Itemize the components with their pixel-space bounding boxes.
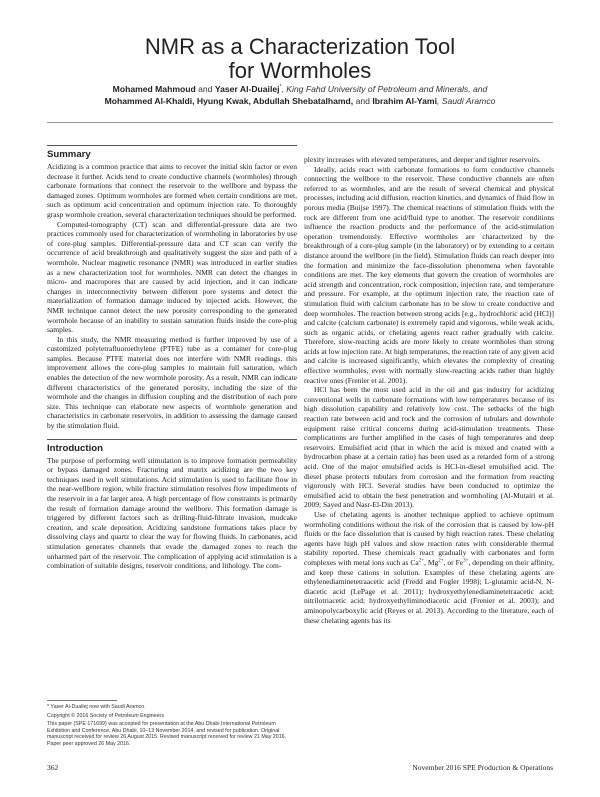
author-affiliation: , King Fahd University of Petroleum and Minerals, and [281,84,488,94]
superscript-charge: 2+ [438,558,444,564]
summary-paragraph: Computed-tomography (CT) scan and differential-pressure data are two practices commonly used for characterization of wormholing in laboratories by use of core-plug samples. Differential-pressure data and CT scan can verify the occurrence of acid breakthrough and qualitatively suggest the size and path of a wormhole. Nuclear magnetic resonance (NMR) was introduced in earlier studies as a new characterization tool for wormholes. NMR can detect the changes in micro- and macropores that are caused by acid injection, and it can indicate changes in interconnectivity between different pore systems and detect the materialization of formation damage induced by injected acids. However, the NMR technique cannot detect the new porosity corresponding to the generated wormhole because of an inability to sustain saturation fluids inside the core-plug samples. [47,219,297,335]
text-run: , or Fe [443,557,464,567]
footnote-copyright: Copyright © 2016 Society of Petroleum Engineers [47,712,164,719]
author-block [20,83,580,107]
introduction-paragraph: The purpose of performing well stimulation is to improve formation permeability or bypass damaged zones. Fracturing and matrix acidizing are the two key techniques used in well stimulations. Acid stimulation is used to facilitate flow in the near-wellbore region, while fracture stimulation resolves flow impediments of the reservoir in a far larger area. A high percentage of flow constraints is primarily the result of formation damage around the wellbore. This formation damage is triggered by different factors such as drilling-fluid-filtrate invasion, mudcake creation, and scale deposition. Acidizing sandstone formations takes place by dissolving clays and quartz to clear the way for flowing fluids. In carbonates, acid stimulation generates channels that evade the damaged zones to reach the unharmed part of the reservoir. The complication of applying acid stimulation is a combination of suitable designs, reservoir conditions, and lithology. The com- [47,455,297,571]
author-line-2 [20,95,580,107]
author-affiliation: , Saudi Aramco [436,96,496,106]
author-name: Mohamed Mahmoud [112,84,196,94]
author-name: Ibrahim Al-Yami [372,96,437,106]
superscript-charge: 3+ [463,558,469,564]
introduction-heading: Introduction [47,439,297,455]
footnote-divider [47,700,117,701]
superscript-charge: 2+ [418,558,424,564]
summary-paragraph: Acidizing is a common practice that aims to recover the initial skin factor or even decrease it further. Acids tend to create conductive channels (wormholes) through carbonate formations that connect the reservoir to the wellbore and bypass the damaged zones. Optimum wormholes are formed when certain conditions are met, such as optimum acid concentration and optimum injection rate. To thoroughly grasp wormhole creation, several characterization techniques should be performed. [47,162,297,219]
title-divider [47,122,553,123]
paper-title [0,35,600,83]
title-line-1: NMR as a Characterization Tool [144,33,456,59]
right-column [304,155,554,625]
footnote-affiliation: * Yaser Al-Duailej now with Saudi Aramco. [47,704,146,710]
text-run: , depending on their affinity, and keep these cations in solution. Examples of these chelating agents are ethylenediaminetetraacetic acid (Fredd and Fogler 1998); L-glutamic acid-N, N-diacetic acid (LePage et al. 2011); hydroxyethylenediaminetetraacetic acid; nitrilotriacetic acid; hydroxyethyliminodiacetic acid (Frenier et al. 2003); and aminopolycarboxylic acid (Reyes et al. 2013). According to the literature, each of these chelating agents has its [304,557,554,625]
journal-footer: November 2016 SPE Production & Operations [412,763,553,772]
title-line-2: for Wormholes [228,57,372,83]
text-run: Use of chelating agents is another technique applied to achieve optimum wormholing conditions without the risk of the corrosion that is caused by low-pH fluids or the face dissolution that is caused by high reaction rates. These chelating agents have high pH values and slow reaction rates with considerable thermal stability reported. These chemicals react gradually with carbonates and form complexes with metal ions such as Ca [304,509,554,567]
summary-heading: Summary [47,145,297,161]
author-name: Mohammed Al-Khaldi, Hyung Kwak, Abdullah Shebatalhamd, [104,96,354,106]
body-paragraph [304,510,554,625]
summary-paragraph: In this study, the NMR measuring method is further improved by use of a customized polytetrafluoroethylene (PTFE) tube as a container for core-plug samples. Because PTFE material does not interfere with NMR readings, this improvement allows the core-plug samples to maintain full saturation, which enables the detection of the new wormhole porosity. As a result, NMR can indicate different characteristics of the generated porosity, including the size of the wormhole and the changes in diffusion coupling and the distribution of each pore size. This technique can elaborate new aspects of wormhole generation and characteristics in carbonate reservoirs, in addition to assessing the damage caused by the stimulation fluid. [47,334,297,431]
text-run: , Mg [423,557,439,567]
author-conjunction: and [195,84,215,94]
body-paragraph: plexity increases with elevated temperatures, and deeper and tighter reservoirs. [304,155,541,164]
author-line-1 [20,83,580,95]
page-number: 362 [47,763,59,772]
author-conjunction: and [353,96,373,106]
footnote-publication-history: This paper (SPE 171699) was accepted for presentation at the Abu Dhabi International Petroleum Exhibition and Conference, Abu Dhabi, 10–13 November 2014, and revised for publication. Original manuscript received for review 26 August 2015. Revised manuscript received for review 21 May 2016. Paper peer approved 26 May 2016. [47,721,287,747]
author-name: Yaser Al-Duailej [214,84,280,94]
left-column [47,145,297,571]
footnotes [47,700,297,750]
body-paragraph: HCl has been the most used acid in the oil and gas industry for acidizing conventional wells in carbonate formations with low temperatures because of its high dissolution capability and relatively low cost. The setbacks of the high reaction rate between acid and rock and the corrosion of tubulars and downhole equipment raise critical concerns during acid-stimulation treatments. These complications are further amplified in the cases of high temperatures and deep reservoirs. Emulsified acid (that in which the acid is mixed and coated with a hydrocarbon phase at a certain ratio) has been used as a retarded form of a strong acid. One of the major emulsified acids is HCl-in-diesel emulsified acid. The diesel phase protects tubulars from corrosion and the formation from reacting vigorously with HCl. Several studies have been conducted to optimize the emulsified acid to obtain the best penetration and wormholing (Al-Mutairi et al. 2009; Sayed and Nasr-El-Din 2013). [304,385,554,510]
author-footnote-marker: * [279,84,282,91]
body-paragraph: Ideally, acids react with carbonate formations to form conductive channels connecting the wellbore to the reservoir. These conductive channels are often referred to as wormholes, and are the result of several chemical and physical processes, including acid diffusion, reaction kinetics, and dynamics of fluid flow in porous media (Buijse 1997). The chemical reactions of stimulation fluids with the rock are different from one acid/fluid type to another. The reservoir conditions influence the reaction products and the performance of the acid-stimulation operation tremendously. Effective wormholes are characterized by the breakthrough of a core-plug sample (in the laboratory) or by extending to a certain distance around the wellbore (in the field). Stimulation fluids can reach deeper into the formation and minimize the face-dissolution phenomena when favorable conditions are met. The key elements that govern the creation of wormholes are acid strength and concentration, rock composition, injection rate, and temperature and pressure. For example, at the optimum injection rate, the reaction rate of stimulation fluid with calcium carbonate has to be slow to create conductive and deep wormholes. The reaction between strong acids [e.g., hydrochloric acid (HCl)] and calcite (calcium carbonate) is extremely rapid and vigorous, while weak acids, such as organic acids, or chelating agents react rather gradually with calcite. Therefore, slow-reacting acids are more likely to create wormholes than strong acids at low injection rate. At high temperatures, the reaction rate of any given acid and calcite is increased significantly, which elevates the complexity of creating effective wormholes, even with normally slow-reacting acids rather than highly reactive ones (Frenier et al. 2001). [304,164,554,385]
